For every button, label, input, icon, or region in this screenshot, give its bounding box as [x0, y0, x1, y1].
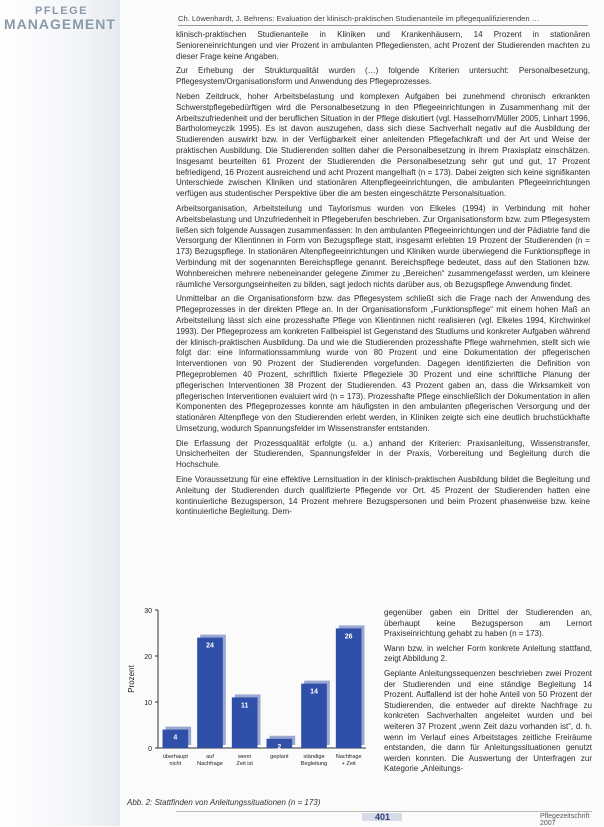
x-tick-label: Zeit ist: [236, 761, 253, 767]
x-tick-label: Nachfrage: [197, 761, 223, 767]
paragraph: Wann bzw. in welcher Form konkrete Anleitung stattfand, zeigt Abbildung 2.: [384, 643, 592, 664]
paragraph: Arbeitsorganisation, Arbeitsteilung und Taylorismus wurden von Elkeles (1994) in Verbindung mit hoher Arbeitsbelastung und Unzufriedenheit in Pflegeberufen beschrieben. Zur Organisationsform bzw. zum Pflegesystem ließen sich folgende Aussagen zusammenfassen: In den ambulanten Pflegeeinrichtungen und der Pädiatrie fand die Versorgung der Klientinnen in Form von Bezugspflege statt, insgesamt erlebten 19 Prozent der Studierenden (n = 173) Bezugspflege. In stationären Altenpflegeeinrichtungen und Kliniken wurde überwiegend die Funktionspflege in Verbindung mit der sogenannten Bereichspflege genannt. Bereichspflege bedeutet, dass auf den Stationen bzw. Wohnbereichen mehrere nebeneinander gelegene Zimmer zu „Bereichen“ zusammengefasst werden, um kleinere räumliche Versorgungseinheiten zu bilden, sagt jedoch nichts darüber aus, ob Bezugspflege Anwendung findet.: [176, 203, 590, 289]
bar-value-label: 14: [310, 688, 318, 696]
paragraph: Eine Voraussetzung für eine effektive Lernsituation in der klinisch-praktischen Ausbildung bildet die Begleitung und Anleitung der Studierenden durch qualifizierte Pflegende vor Ort. 45 Prozent der Studierenden hatten eine kontinuierliche Bezugsperson, 14 Prozent mehrere Bezugspersonen und beim Prozent phasenweise bzw. keine kontinuierliche Begleitung. Dem-: [176, 475, 590, 517]
running-head: Ch. Löwenhardt, J. Behrens: Evaluation der klinisch-praktischen Studienanteile im pflegequalifizierenden …: [178, 14, 588, 26]
x-tick-label: wenn: [237, 754, 252, 760]
y-tick-label: 30: [144, 608, 152, 615]
bar-value-label: 4: [173, 734, 178, 742]
paragraph: gegenüber gaben ein Drittel der Studierenden an, überhaupt keine Bezugsperson am Lernort Praxiseinrichtung gehabt zu haben (n = 173).: [384, 608, 592, 639]
x-tick-label: nicht: [169, 761, 182, 767]
x-tick-label: ständige: [303, 754, 325, 760]
bar: [336, 628, 362, 748]
page-number: 401: [375, 812, 391, 822]
bar-chart-figure: [118, 600, 374, 808]
logo-line-1: PFLEGE: [34, 5, 88, 17]
journal-name: Pflegezeitschrift 2007: [540, 813, 590, 827]
x-tick-label: geplant: [270, 754, 289, 760]
bar-value-label: 11: [240, 702, 249, 710]
bar: [197, 638, 223, 748]
paragraph: Unmittelbar an die Organisationsform bzw. das Pflegesystem schließt sich die Frage nach der Anwendung des Pflegeprozesses in der direkten Pflege an. In der Organisationsform „Funktionspflege“ mit einem hohen Maß an Arbeitsteilung lässt sich eine prozesshafte Pflege von Klientinnen nicht realisieren (vgl. Elkeles 1994, Kirchwinkel 1993). Der Pflegeprozess am konkreten Fallbeispiel ist Gegenstand des Studiums und konkreter Aufgaben während der klinisch-praktischen Ausbildung. Da und wie die Studierenden prozesshafte Pflege wahrnehmen, stellt sich wie folgt dar: eine Informationssammlung wurde von 80 Prozent und eine Dokumentation der pflegerischen Interventionen von 90 Prozent der Studierenden vorgefunden. Dagegen identifizierten die Definition von Pflegeproblemen 40 Prozent, schriftlich fixierte Pflegeziele 30 Prozent und eine schriftliche Planung der pflegerischen Interventionen 38 Prozent der Studierenden. 43 Prozent gaben an, dass die Wirksamkeit von pflegerischen Interventionen evaluiert wird (n = 173). Prozesshafte Pflege einschließlich der Dokumentation in allen Komponenten des Pflegeprozesses konnte am häufigsten in den ambulanten pflegerischen Versorgung und der stationären Altenpflege von den Studierenden erlebt werden, in Kliniken zeigte sich eine deutlich bruchstückhafte Umsetzung, wodurch Spannungsfelder im Wissenstransfer entstanden.: [176, 294, 590, 433]
bar-value-label: 26: [344, 633, 353, 641]
paragraph: Die Erfassung der Prozessqualität erfolgte (u. a.) anhand der Kriterien: Praxisanleitung, Wissenstransfer, Unsicherheiten der Studierenden, Spannungsfelder in der Praxis, Vorbereitung und Begleitung durch die Hochschule.: [176, 438, 590, 470]
y-tick-label: 20: [144, 654, 152, 661]
y-tick-label: 0: [148, 746, 152, 753]
bar-value-label: 24: [206, 642, 214, 650]
bar-value-label: 2: [277, 743, 282, 751]
x-tick-label: auf: [206, 754, 214, 760]
x-tick-label: überhaupt: [162, 754, 188, 760]
paragraph: Neben Zeitdruck, hoher Arbeitsbelastung und komplexen Aufgaben bei zunehmend chronisch erkrankten Schwerstpflegebedürftigen wird die Personalbesetzung in den Pflegeeinrichtungen in Zusammenhang mit der Arbeitszufriedenheit und der beruflichen Situation in der Pflege diskutiert (vgl. Hasselhorn/Müller 2005, Linhart 1996, Bartholomeyczik 1995). Es ist davon auszugehen, dass sich diese Sachverhalt negativ auf die Ausbildung der Studierenden auswirkt bzw. in der Verfügbarkeit einer anleitenden Pflegefachkraft und der Art und Weise der praktischen Ausbildung. Die Studierenden sollten daher die Personalbesetzung in ihrem Praxisplatz einschätzen. Insgesamt beurteilten 61 Prozent der Studierenden die Personalbesetzung sehr gut und gut, 17 Prozent befriedigend, 16 Prozent ausreichend und acht Prozent mangelhaft (n = 173). Dabei zeigten sich keine signifikanten Unterschiede zwischen Kliniken und stationären Altenpflegeeinrichtungen, die ambulanten Pflegeeinrichtungen verfügen aus studentischer Perspektive über die am besten eingeschätzte Personalsituation.: [176, 91, 590, 199]
paragraph: Geplante Anleitungssequenzen beschrieben zwei Prozent der Studierenden und eine ständige Begleitung 14 Prozent. Auffallend ist der hohe Anteil von 50 Prozent der Studierenden, die entweder auf direkte Nachfrage zu konkreten Sachverhalten angeleitet wurden und bei weiteren 37 Prozent „wenn Zeit dazu vorhanden ist“, d. h. wenn im Verlauf eines Arbeitstages zeitliche Freiräume entstanden, die dann für Anleitungssituationen genutzt werden konnten. Die Auswertung der Unterfragen zur Kategorie „Anleitungs-: [384, 668, 592, 774]
logo-line-2: MANAGEMENT: [4, 16, 116, 32]
main-text-column: [176, 30, 590, 522]
bar-chart: [118, 600, 374, 798]
x-tick-label: Begleitung: [300, 761, 328, 767]
x-tick-label: + Zeit: [341, 761, 356, 767]
x-tick-label: Nachfrage: [335, 754, 362, 760]
figure-caption: Abb. 2: Stattfinden von Anleitungssituationen (n = 173): [127, 798, 321, 807]
page-sidebar: [0, 0, 120, 826]
y-tick-label: 10: [144, 700, 152, 707]
journal-logo: [4, 5, 116, 32]
right-text-column: [384, 608, 592, 779]
y-axis-label: Prozent: [127, 665, 136, 693]
paragraph: Zur Erhebung der Strukturqualität wurden (…) folgende Kriterien untersucht: Personalbesetzung, Pflegesystem/Organisationsform und Anwendung des Pflegeprozesses.: [176, 66, 590, 87]
paragraph: klinisch-praktischen Studienanteile in Kliniken und Krankenhäusern, 14 Prozent in stationären Senioreneinrichtungen und vier Prozent in ambulanten Pflegediensten, acht Prozent der Studierenden machten zu dieser Frage keine Angaben.: [176, 30, 590, 61]
